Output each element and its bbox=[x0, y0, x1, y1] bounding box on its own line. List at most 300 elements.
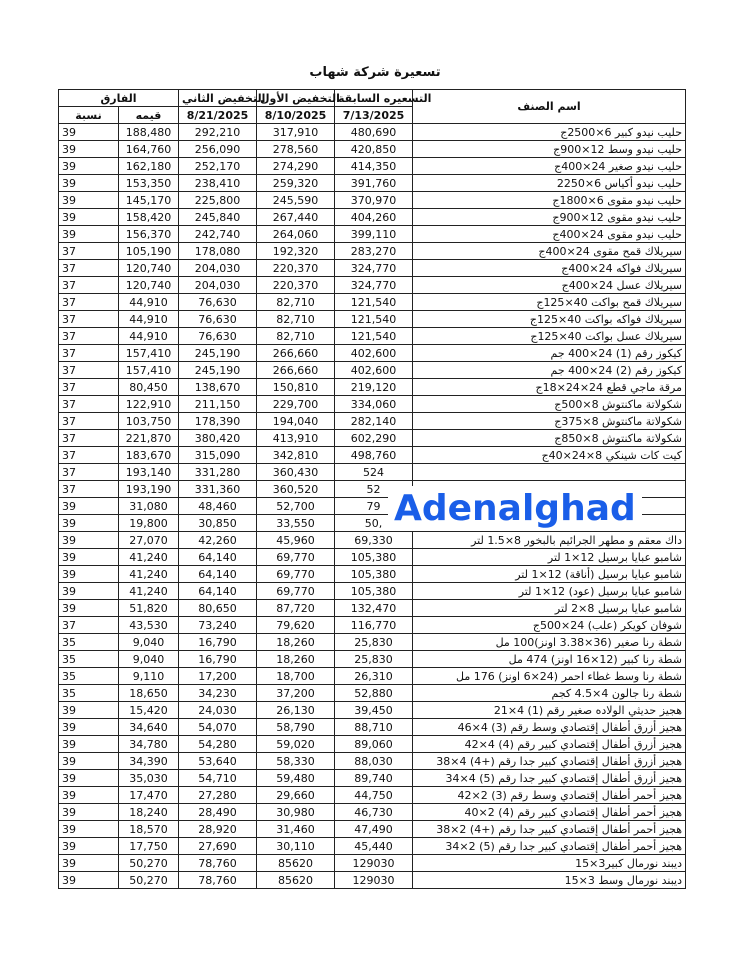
percent-cell: 39 bbox=[59, 158, 119, 175]
previous-price-cell: 88,030 bbox=[335, 753, 413, 770]
previous-price-cell: 121,540 bbox=[335, 311, 413, 328]
discount1-cell: 87,720 bbox=[257, 600, 335, 617]
percent-cell: 39 bbox=[59, 855, 119, 872]
discount1-cell: 82,710 bbox=[257, 294, 335, 311]
previous-price-cell: 324,770 bbox=[335, 260, 413, 277]
percent-cell: 39 bbox=[59, 498, 119, 515]
table-row bbox=[59, 685, 686, 702]
previous-price-cell: 89,060 bbox=[335, 736, 413, 753]
table-row bbox=[59, 413, 686, 430]
previous-price-cell: 334,060 bbox=[335, 396, 413, 413]
percent-cell: 37 bbox=[59, 447, 119, 464]
discount2-cell: 138,670 bbox=[179, 379, 257, 396]
value-cell: 34,640 bbox=[119, 719, 179, 736]
item-name-cell: ديبند نورمال وسط 3×15 bbox=[413, 872, 686, 889]
item-name-cell: شامبو عبايا برسيل (عود) 12×1 لتر bbox=[413, 583, 686, 600]
discount1-cell: 69,770 bbox=[257, 549, 335, 566]
discount2-cell: 252,170 bbox=[179, 158, 257, 175]
percent-cell: 39 bbox=[59, 175, 119, 192]
item-name-cell: سيريلاك قمح مقوى 24×400ج bbox=[413, 243, 686, 260]
discount1-cell: 413,910 bbox=[257, 430, 335, 447]
discount1-cell: 220,370 bbox=[257, 260, 335, 277]
discount1-cell: 150,810 bbox=[257, 379, 335, 396]
previous-price-cell: 121,540 bbox=[335, 294, 413, 311]
percent-cell: 37 bbox=[59, 362, 119, 379]
item-name-cell: شطة رنا صغير (36×3.38 اونز)100 مل bbox=[413, 634, 686, 651]
item-name-cell bbox=[413, 464, 686, 481]
discount1-cell: 18,260 bbox=[257, 651, 335, 668]
previous-price-cell: 25,830 bbox=[335, 634, 413, 651]
value-cell: 41,240 bbox=[119, 549, 179, 566]
value-cell: 188,480 bbox=[119, 124, 179, 141]
percent-cell: 37 bbox=[59, 430, 119, 447]
item-name-header: اسم الصنف bbox=[413, 90, 686, 124]
item-name-cell: شطة رنا وسط غطاء احمر (24×6 اونز) 176 مل bbox=[413, 668, 686, 685]
percent-cell: 37 bbox=[59, 413, 119, 430]
discount1-cell: 266,660 bbox=[257, 345, 335, 362]
previous-price-cell: 25,830 bbox=[335, 651, 413, 668]
value-cell: 157,410 bbox=[119, 362, 179, 379]
discount2-cell: 53,640 bbox=[179, 753, 257, 770]
value-cell: 51,820 bbox=[119, 600, 179, 617]
percent-cell: 37 bbox=[59, 481, 119, 498]
previous-price-cell: 121,540 bbox=[335, 328, 413, 345]
percent-cell: 35 bbox=[59, 685, 119, 702]
percent-cell: 35 bbox=[59, 668, 119, 685]
item-name-cell: شوفان كويكر (علب) 24×500ج bbox=[413, 617, 686, 634]
table-row bbox=[59, 447, 686, 464]
table-row bbox=[59, 651, 686, 668]
table-row bbox=[59, 719, 686, 736]
discount2-cell: 28,920 bbox=[179, 821, 257, 838]
previous-price-cell: 602,290 bbox=[335, 430, 413, 447]
table-row bbox=[59, 379, 686, 396]
previous-price-cell: 105,380 bbox=[335, 549, 413, 566]
item-name-cell: حليب نيدو كبير 6×2500ج bbox=[413, 124, 686, 141]
discount2-cell: 178,080 bbox=[179, 243, 257, 260]
discount2-cell: 16,790 bbox=[179, 651, 257, 668]
discount2-cell: 54,710 bbox=[179, 770, 257, 787]
previous-price-cell: 89,740 bbox=[335, 770, 413, 787]
discount1-cell: 229,700 bbox=[257, 396, 335, 413]
value-header: قيمه bbox=[119, 107, 179, 124]
previous-price-cell: 219,120 bbox=[335, 379, 413, 396]
previous-price-cell: 524 bbox=[335, 464, 413, 481]
value-cell: 34,780 bbox=[119, 736, 179, 753]
table-row bbox=[59, 668, 686, 685]
previous-price-cell: 47,490 bbox=[335, 821, 413, 838]
percent-cell: 37 bbox=[59, 617, 119, 634]
table-row bbox=[59, 549, 686, 566]
percent-cell: 35 bbox=[59, 651, 119, 668]
percent-cell: 39 bbox=[59, 600, 119, 617]
previous-price-cell: 129030 bbox=[335, 855, 413, 872]
item-name-cell: كيكوز رقم (2) 24×400 جم bbox=[413, 362, 686, 379]
item-name-cell: شامبو عبايا برسيل 12×1 لتر bbox=[413, 549, 686, 566]
value-cell: 183,670 bbox=[119, 447, 179, 464]
discount1-cell: 69,770 bbox=[257, 583, 335, 600]
table-row bbox=[59, 702, 686, 719]
discount1-header: التخفيض الأول bbox=[257, 90, 335, 107]
table-row bbox=[59, 753, 686, 770]
percent-cell: 39 bbox=[59, 583, 119, 600]
table-row bbox=[59, 243, 686, 260]
item-name-cell: شكولاتة ماكنتوش 8×500ج bbox=[413, 396, 686, 413]
percent-cell: 39 bbox=[59, 702, 119, 719]
percent-cell: 37 bbox=[59, 345, 119, 362]
item-name-cell: هجيز أحمر أطفال إقتصادي كبير جدا رقم (5) 2×34 bbox=[413, 838, 686, 855]
value-cell: 44,910 bbox=[119, 311, 179, 328]
value-cell: 145,170 bbox=[119, 192, 179, 209]
item-name-cell: هجيز أزرق أطفال إقتصادي كبير جدا رقم (5) 4×34 bbox=[413, 770, 686, 787]
previous-price-cell: 45,440 bbox=[335, 838, 413, 855]
previous-price-cell: 79 bbox=[335, 498, 413, 515]
table-row bbox=[59, 294, 686, 311]
previous-price-cell: 370,970 bbox=[335, 192, 413, 209]
discount1-cell: 266,660 bbox=[257, 362, 335, 379]
value-cell: 19,800 bbox=[119, 515, 179, 532]
percent-cell: 37 bbox=[59, 464, 119, 481]
previous-price-cell: 404,260 bbox=[335, 209, 413, 226]
discount2-cell: 256,090 bbox=[179, 141, 257, 158]
item-name-cell: شطة رنا كبير (12×16 اونز) 474 مل bbox=[413, 651, 686, 668]
value-cell: 103,750 bbox=[119, 413, 179, 430]
table-row bbox=[59, 345, 686, 362]
percent-header: نسبة bbox=[59, 107, 119, 124]
discount2-cell: 48,460 bbox=[179, 498, 257, 515]
item-name-cell: سيريلاك فواكه 24×400ج bbox=[413, 260, 686, 277]
table-row bbox=[59, 464, 686, 481]
previous-price-cell: 69,330 bbox=[335, 532, 413, 549]
discount2-cell: 54,280 bbox=[179, 736, 257, 753]
item-name-cell: حليب نيدو مقوى 6×1800ج bbox=[413, 192, 686, 209]
value-cell: 120,740 bbox=[119, 277, 179, 294]
discount2-header: التخفيض الثاني bbox=[179, 90, 257, 107]
item-name-cell: شكولاتة ماكنتوش 8×375ج bbox=[413, 413, 686, 430]
discount2-cell: 78,760 bbox=[179, 872, 257, 889]
previous-price-cell: 116,770 bbox=[335, 617, 413, 634]
value-cell: 9,110 bbox=[119, 668, 179, 685]
percent-cell: 37 bbox=[59, 277, 119, 294]
percent-cell: 39 bbox=[59, 515, 119, 532]
discount2-cell: 242,740 bbox=[179, 226, 257, 243]
discount1-cell: 33,550 bbox=[257, 515, 335, 532]
discount2-cell: 245,190 bbox=[179, 345, 257, 362]
percent-cell: 39 bbox=[59, 804, 119, 821]
discount1-cell: 59,020 bbox=[257, 736, 335, 753]
discount2-cell: 42,260 bbox=[179, 532, 257, 549]
previous-price-cell: 105,380 bbox=[335, 566, 413, 583]
discount1-cell: 82,710 bbox=[257, 311, 335, 328]
previous-price-cell: 498,760 bbox=[335, 447, 413, 464]
discount2-cell: 76,630 bbox=[179, 311, 257, 328]
previous-price-cell: 26,310 bbox=[335, 668, 413, 685]
table-row bbox=[59, 209, 686, 226]
item-name-cell: هجيز أحمر أطفال إقتصادي كبير رقم (4) 2×40 bbox=[413, 804, 686, 821]
discount1-cell: 45,960 bbox=[257, 532, 335, 549]
value-cell: 44,910 bbox=[119, 294, 179, 311]
table-row bbox=[59, 430, 686, 447]
previous-price-cell: 420,850 bbox=[335, 141, 413, 158]
table-row bbox=[59, 226, 686, 243]
table-row bbox=[59, 787, 686, 804]
item-name-cell: سيريلاك قمح بواكت 40×125ج bbox=[413, 294, 686, 311]
value-cell: 50,270 bbox=[119, 872, 179, 889]
discount1-cell: 18,700 bbox=[257, 668, 335, 685]
previous-price-cell: 283,270 bbox=[335, 243, 413, 260]
previous-price-cell: 52,880 bbox=[335, 685, 413, 702]
discount1-cell: 31,460 bbox=[257, 821, 335, 838]
table-row bbox=[59, 141, 686, 158]
table-row bbox=[59, 566, 686, 583]
percent-cell: 39 bbox=[59, 124, 119, 141]
table-row bbox=[59, 277, 686, 294]
value-cell: 27,070 bbox=[119, 532, 179, 549]
discount2-cell: 28,490 bbox=[179, 804, 257, 821]
discount2-cell: 16,790 bbox=[179, 634, 257, 651]
value-cell: 50,270 bbox=[119, 855, 179, 872]
value-cell: 18,570 bbox=[119, 821, 179, 838]
discount1-cell: 59,480 bbox=[257, 770, 335, 787]
percent-cell: 37 bbox=[59, 379, 119, 396]
table-row bbox=[59, 770, 686, 787]
previous-price-cell: 132,470 bbox=[335, 600, 413, 617]
discount2-cell: 64,140 bbox=[179, 549, 257, 566]
percent-cell: 39 bbox=[59, 770, 119, 787]
discount1-cell: 30,980 bbox=[257, 804, 335, 821]
table-row bbox=[59, 634, 686, 651]
percent-cell: 39 bbox=[59, 141, 119, 158]
value-cell: 80,450 bbox=[119, 379, 179, 396]
previous-price-cell: 402,600 bbox=[335, 345, 413, 362]
discount2-cell: 331,280 bbox=[179, 464, 257, 481]
discount1-cell: 52,700 bbox=[257, 498, 335, 515]
item-name-cell: هجيز حديثي الولاده صغير رقم (1) 4×21 bbox=[413, 702, 686, 719]
discount1-cell: 220,370 bbox=[257, 277, 335, 294]
discount2-cell: 64,140 bbox=[179, 583, 257, 600]
discount2-cell: 315,090 bbox=[179, 447, 257, 464]
table-row bbox=[59, 804, 686, 821]
value-cell: 105,190 bbox=[119, 243, 179, 260]
discount1-cell: 245,590 bbox=[257, 192, 335, 209]
item-name-cell: مرقة ماجي قطع 24×24×18ج bbox=[413, 379, 686, 396]
discount2-cell: 225,800 bbox=[179, 192, 257, 209]
discount2-cell: 238,410 bbox=[179, 175, 257, 192]
discount1-cell: 360,520 bbox=[257, 481, 335, 498]
discount2-cell: 27,280 bbox=[179, 787, 257, 804]
value-cell: 41,240 bbox=[119, 583, 179, 600]
previous-price-cell: 402,600 bbox=[335, 362, 413, 379]
previous-price-cell: 44,750 bbox=[335, 787, 413, 804]
percent-cell: 39 bbox=[59, 226, 119, 243]
date-prev-header: 7/13/2025 bbox=[335, 107, 413, 124]
table-row bbox=[59, 736, 686, 753]
discount2-cell: 178,390 bbox=[179, 413, 257, 430]
percent-cell: 39 bbox=[59, 192, 119, 209]
discount2-cell: 27,690 bbox=[179, 838, 257, 855]
discount1-cell: 37,200 bbox=[257, 685, 335, 702]
item-name-cell: هجيز أحمر أطفال إقتصادي كبير جدا رقم (+4) 2×38 bbox=[413, 821, 686, 838]
item-name-cell: حليب نيدو مقوى 24×400ج bbox=[413, 226, 686, 243]
value-cell: 9,040 bbox=[119, 634, 179, 651]
table-row bbox=[59, 158, 686, 175]
item-name-cell: شامبو عبايا برسيل 8×2 لتر bbox=[413, 600, 686, 617]
table-row bbox=[59, 821, 686, 838]
value-cell: 34,390 bbox=[119, 753, 179, 770]
percent-cell: 39 bbox=[59, 787, 119, 804]
difference-header: الفارق bbox=[59, 90, 179, 107]
value-cell: 157,410 bbox=[119, 345, 179, 362]
value-cell: 18,240 bbox=[119, 804, 179, 821]
table-row bbox=[59, 617, 686, 634]
page-title: تسعيرة شركة شهاب bbox=[309, 65, 441, 80]
discount1-cell: 264,060 bbox=[257, 226, 335, 243]
discount1-cell: 342,810 bbox=[257, 447, 335, 464]
item-name-cell: شطة رنا جالون 4×4.5 كجم bbox=[413, 685, 686, 702]
item-name-cell: حليب نيدو أكياس 6×2250 bbox=[413, 175, 686, 192]
value-cell: 120,740 bbox=[119, 260, 179, 277]
discount2-cell: 24,030 bbox=[179, 702, 257, 719]
item-name-cell: سيريلاك عسل 24×400ج bbox=[413, 277, 686, 294]
table-row bbox=[59, 124, 686, 141]
previous-price-cell: 129030 bbox=[335, 872, 413, 889]
item-name-cell: حليب نيدو مقوى 12×900ج bbox=[413, 209, 686, 226]
discount1-cell: 29,660 bbox=[257, 787, 335, 804]
percent-cell: 35 bbox=[59, 634, 119, 651]
percent-cell: 39 bbox=[59, 753, 119, 770]
percent-cell: 39 bbox=[59, 719, 119, 736]
percent-cell: 39 bbox=[59, 566, 119, 583]
value-cell: 9,040 bbox=[119, 651, 179, 668]
discount1-cell: 267,440 bbox=[257, 209, 335, 226]
percent-cell: 37 bbox=[59, 328, 119, 345]
percent-cell: 39 bbox=[59, 532, 119, 549]
discount1-cell: 274,290 bbox=[257, 158, 335, 175]
previous-price-cell: 52 bbox=[335, 481, 413, 498]
previous-price-cell: 105,380 bbox=[335, 583, 413, 600]
percent-cell: 37 bbox=[59, 260, 119, 277]
item-name-cell: كيكوز رقم (1) 24×400 جم bbox=[413, 345, 686, 362]
discount2-cell: 76,630 bbox=[179, 328, 257, 345]
value-cell: 164,760 bbox=[119, 141, 179, 158]
value-cell: 15,420 bbox=[119, 702, 179, 719]
watermark-logo: Adenalghad bbox=[388, 486, 642, 531]
previous-price-cell: 50, bbox=[335, 515, 413, 532]
discount2-cell: 30,850 bbox=[179, 515, 257, 532]
discount2-cell: 245,840 bbox=[179, 209, 257, 226]
table-row bbox=[59, 175, 686, 192]
value-cell: 44,910 bbox=[119, 328, 179, 345]
discount2-cell: 17,200 bbox=[179, 668, 257, 685]
item-name-cell: هجيز أحمر أطفال إقتصادي وسط رقم (3) 2×42 bbox=[413, 787, 686, 804]
table-row bbox=[59, 872, 686, 889]
value-cell: 221,870 bbox=[119, 430, 179, 447]
discount2-cell: 76,630 bbox=[179, 294, 257, 311]
discount2-cell: 380,420 bbox=[179, 430, 257, 447]
value-cell: 31,080 bbox=[119, 498, 179, 515]
date2-header: 8/21/2025 bbox=[179, 107, 257, 124]
item-name-cell: سيريلاك عسل بواكت 40×125ج bbox=[413, 328, 686, 345]
percent-cell: 37 bbox=[59, 396, 119, 413]
table-row bbox=[59, 362, 686, 379]
item-name-cell: سيريلاك فواكه بواكت 40×125ج bbox=[413, 311, 686, 328]
value-cell: 18,650 bbox=[119, 685, 179, 702]
previous-price-cell: 88,710 bbox=[335, 719, 413, 736]
value-cell: 162,180 bbox=[119, 158, 179, 175]
discount2-cell: 204,030 bbox=[179, 277, 257, 294]
discount1-cell: 69,770 bbox=[257, 566, 335, 583]
percent-cell: 37 bbox=[59, 294, 119, 311]
date1-header: 8/10/2025 bbox=[257, 107, 335, 124]
value-cell: 156,370 bbox=[119, 226, 179, 243]
table-row bbox=[59, 328, 686, 345]
discount2-cell: 64,140 bbox=[179, 566, 257, 583]
discount2-cell: 73,240 bbox=[179, 617, 257, 634]
discount1-cell: 192,320 bbox=[257, 243, 335, 260]
discount1-cell: 79,620 bbox=[257, 617, 335, 634]
discount1-cell: 26,130 bbox=[257, 702, 335, 719]
item-name-cell: هجيز أزرق أطفال إقتصادي وسط رقم (3) 4×46 bbox=[413, 719, 686, 736]
previous-price-cell: 391,760 bbox=[335, 175, 413, 192]
percent-cell: 39 bbox=[59, 736, 119, 753]
discount1-cell: 278,560 bbox=[257, 141, 335, 158]
discount1-cell: 360,430 bbox=[257, 464, 335, 481]
value-cell: 43,530 bbox=[119, 617, 179, 634]
item-name-cell: حليب نيدو صغير 24×400ج bbox=[413, 158, 686, 175]
percent-cell: 39 bbox=[59, 838, 119, 855]
percent-cell: 39 bbox=[59, 821, 119, 838]
previous-price-header: التسعيره السابقة bbox=[335, 90, 413, 107]
percent-cell: 39 bbox=[59, 549, 119, 566]
value-cell: 17,750 bbox=[119, 838, 179, 855]
value-cell: 35,030 bbox=[119, 770, 179, 787]
discount1-cell: 85620 bbox=[257, 872, 335, 889]
discount1-cell: 259,320 bbox=[257, 175, 335, 192]
item-name-cell: حليب نيدو وسط 12×900ج bbox=[413, 141, 686, 158]
value-cell: 193,190 bbox=[119, 481, 179, 498]
discount1-cell: 18,260 bbox=[257, 634, 335, 651]
discount2-cell: 34,230 bbox=[179, 685, 257, 702]
discount2-cell: 211,150 bbox=[179, 396, 257, 413]
discount2-cell: 78,760 bbox=[179, 855, 257, 872]
percent-cell: 37 bbox=[59, 243, 119, 260]
discount2-cell: 292,210 bbox=[179, 124, 257, 141]
discount1-cell: 85620 bbox=[257, 855, 335, 872]
value-cell: 41,240 bbox=[119, 566, 179, 583]
item-name-cell: شكولاتة ماكنتوش 8×850ج bbox=[413, 430, 686, 447]
previous-price-cell: 324,770 bbox=[335, 277, 413, 294]
table-row bbox=[59, 532, 686, 549]
discount1-cell: 82,710 bbox=[257, 328, 335, 345]
discount1-cell: 58,330 bbox=[257, 753, 335, 770]
discount2-cell: 331,360 bbox=[179, 481, 257, 498]
discount2-cell: 245,190 bbox=[179, 362, 257, 379]
table-row bbox=[59, 855, 686, 872]
percent-cell: 39 bbox=[59, 872, 119, 889]
discount2-cell: 54,070 bbox=[179, 719, 257, 736]
value-cell: 193,140 bbox=[119, 464, 179, 481]
table-row bbox=[59, 192, 686, 209]
discount2-cell: 80,650 bbox=[179, 600, 257, 617]
table-row bbox=[59, 311, 686, 328]
table-row bbox=[59, 583, 686, 600]
discount1-cell: 58,790 bbox=[257, 719, 335, 736]
value-cell: 153,350 bbox=[119, 175, 179, 192]
previous-price-cell: 399,110 bbox=[335, 226, 413, 243]
previous-price-cell: 39,450 bbox=[335, 702, 413, 719]
item-name-cell: داك معقم و مطهر الجرائيم بالبخور 8×1.5 لتر bbox=[413, 532, 686, 549]
value-cell: 158,420 bbox=[119, 209, 179, 226]
